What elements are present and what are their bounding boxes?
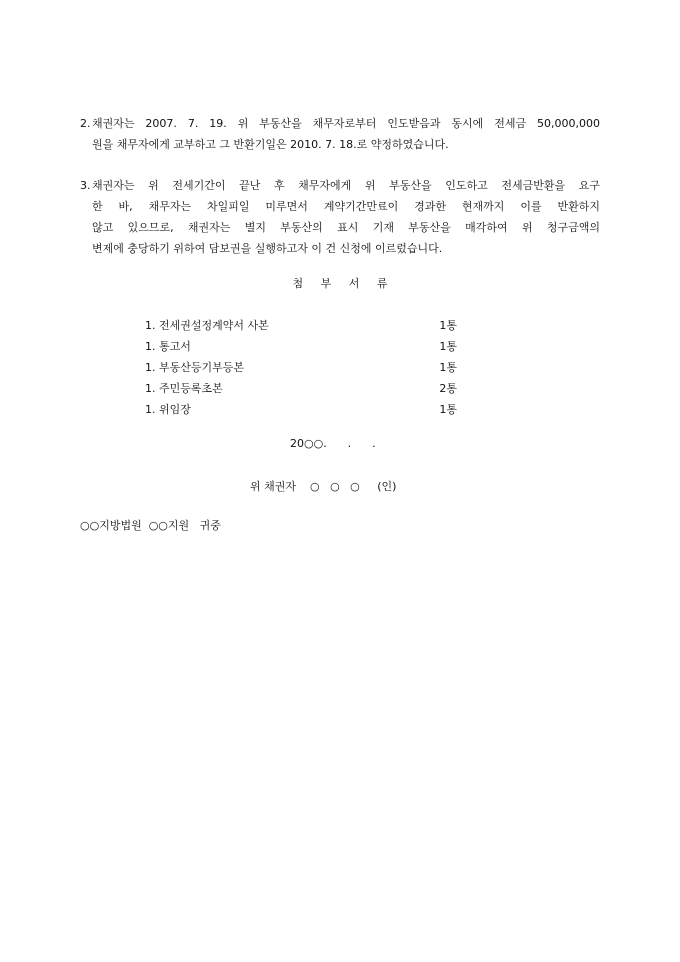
attachment-qty: 1통 (439, 319, 457, 332)
attachment-name: 1. 통고서 (145, 340, 191, 353)
attachment-qty: 1통 (439, 361, 457, 374)
paragraph-3 (80, 175, 600, 259)
paragraph-line: 않고 있으므로, 채권자는 별지 부동산의 표시 기재 부동산을 매각하여 위 청구금액의 (92, 221, 600, 234)
paragraph-line: 채권자는 2007. 7. 19. 위 부동산을 채무자로부터 인도받음과 동시에 전세금 50,000,000 (92, 117, 600, 130)
attachment-qty: 2통 (439, 382, 457, 395)
attachment-item (145, 378, 465, 399)
attachment-qty: 1통 (439, 340, 457, 353)
court-addressee: ○○지방법원 ○○지원 귀중 (80, 519, 221, 532)
attachment-name: 1. 주민등록초본 (145, 382, 223, 395)
paragraph-number: 2. (80, 117, 91, 130)
attachments-list (145, 315, 465, 420)
attachments-heading: 첨 부 서 류 (292, 277, 388, 290)
attachment-item (145, 399, 465, 420)
paragraph-line: 변제에 충당하기 위하여 담보권을 실행하고자 이 건 신청에 이르렀습니다. (92, 242, 443, 255)
paragraph-number: 3. (80, 179, 91, 192)
attachment-item (145, 357, 465, 378)
paragraph-line: 한 바, 채무자는 차일피일 미루면서 계약기간만료이 경과한 현재까지 이를 반환하지 (92, 200, 600, 213)
signer-line: 위 채권자 ○ ○ ○ (인) (250, 480, 397, 493)
attachment-qty: 1통 (439, 403, 457, 416)
attachment-item (145, 336, 465, 357)
attachment-name: 1. 전세권설정계약서 사본 (145, 319, 269, 332)
attachment-name: 1. 부동산등기부등본 (145, 361, 244, 374)
paragraph-line: 채권자는 위 전세기간이 끝난 후 채무자에게 위 부동산을 인도하고 전세금반환을 요구 (92, 179, 600, 192)
paragraph-2 (80, 113, 600, 155)
attachment-item (145, 315, 465, 336)
document-date: 20○○. . . (290, 437, 376, 450)
attachment-name: 1. 위임장 (145, 403, 191, 416)
paragraph-line: 원을 채무자에게 교부하고 그 반환기일은 2010. 7. 18.로 약정하였습니다. (92, 138, 449, 151)
